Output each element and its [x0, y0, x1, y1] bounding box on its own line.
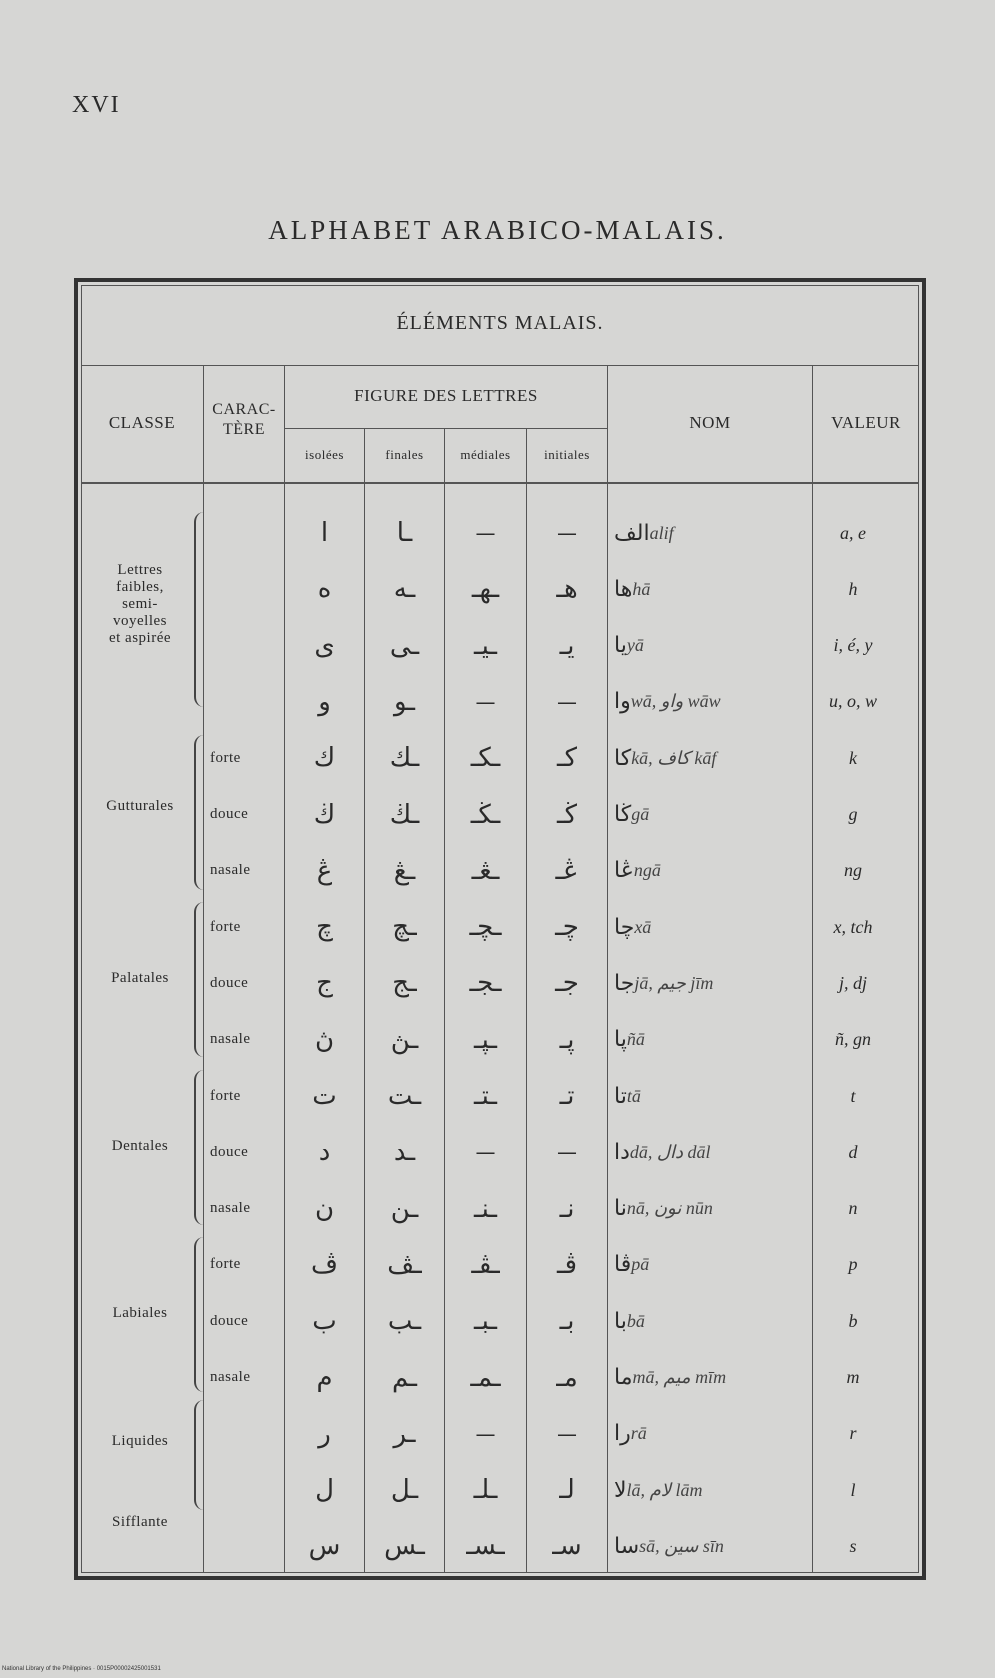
- isolee-cell: ه: [317, 574, 332, 605]
- caractere-cell: [210, 1462, 282, 1518]
- finale-cell: ـر: [393, 1418, 416, 1449]
- nom-transliteration: ñā: [626, 1029, 645, 1050]
- initiale-cell: مـ: [556, 1362, 578, 1393]
- finale-cell: ـل: [390, 1475, 419, 1506]
- header-isolees: isolées: [305, 447, 344, 462]
- finale-cell: ـد: [393, 1137, 416, 1168]
- initiale-cell: ڤـ: [556, 1249, 578, 1280]
- nom-cell: [614, 843, 808, 899]
- nom-cell: [614, 1181, 808, 1237]
- mediale-cell: ـڬـ: [470, 799, 501, 830]
- nom-arabic: نا: [614, 1196, 627, 1222]
- mediale-cell: ـمـ: [470, 1362, 501, 1393]
- valeur-cell: ñ, gn: [835, 1029, 871, 1050]
- isolee-cell: ى: [314, 630, 335, 661]
- nom-cell: [614, 1350, 808, 1406]
- table-row: [0, 1237, 995, 1293]
- valeur-cell: x, tch: [833, 916, 873, 937]
- finale-cell: ـڠ: [393, 855, 416, 886]
- class-label-lettres-faibles: Lettres faibles, semi- voyelles et aspirée: [108, 562, 172, 646]
- nom-arabic: با: [614, 1308, 627, 1334]
- header-valeur: VALEUR: [831, 413, 901, 432]
- initiale-cell: يـ: [559, 630, 575, 661]
- valeur-cell: d: [848, 1141, 858, 1162]
- header-finales: finales: [385, 447, 424, 462]
- nom-cell: [614, 730, 808, 786]
- valeur-cell: m: [846, 1367, 860, 1387]
- valeur-cell: g: [848, 804, 858, 824]
- nom-arabic: يا: [614, 633, 627, 659]
- table-row: [0, 843, 995, 899]
- table-row: [0, 561, 995, 617]
- nom-cell: [614, 618, 808, 674]
- valeur-cell: t: [850, 1085, 856, 1106]
- nom-transliteration: ngā: [633, 860, 661, 881]
- nom-arabic: ڠا: [614, 858, 634, 884]
- class-label-dentales: Dentales: [111, 1138, 169, 1154]
- table-row: [0, 730, 995, 786]
- nom-transliteration: gā: [631, 804, 650, 824]
- nom-arabic: چا: [614, 914, 635, 940]
- finale-cell: ـڬ: [389, 799, 420, 830]
- isolee-cell: ن: [314, 1193, 335, 1224]
- footer-credit: National Library of the Philippines · 0015P00002425001531: [2, 1666, 161, 1672]
- finale-cell: ـب: [387, 1306, 422, 1337]
- nom-transliteration: dā, دال dāl: [629, 1141, 711, 1162]
- nom-arabic: سا: [614, 1533, 640, 1559]
- caractere-cell: douce: [210, 1312, 249, 1329]
- finale-cell: ـم: [392, 1362, 417, 1393]
- valeur-cell: h: [848, 578, 858, 599]
- nom-cell: [614, 899, 808, 955]
- nom-cell: [614, 1518, 808, 1574]
- finale-cell: ـن: [390, 1193, 419, 1224]
- valeur-cell: j, dj: [838, 972, 867, 993]
- caractere-cell: nasale: [210, 1369, 251, 1385]
- isolee-cell: س: [308, 1531, 341, 1562]
- mediale-cell: ـلـ: [473, 1475, 498, 1506]
- caractere-cell: [210, 674, 282, 730]
- class-label-sifflante: Sifflante: [112, 1514, 168, 1530]
- rule: [81, 482, 919, 484]
- page-title: ALPHABET ARABICO-MALAIS.: [268, 215, 727, 245]
- nom-cell: [614, 1012, 808, 1068]
- class-label-gutturales: Gutturales: [106, 798, 174, 814]
- nom-arabic: تا: [614, 1083, 627, 1109]
- nom-cell: [614, 955, 808, 1011]
- caractere-cell: nasale: [210, 1031, 251, 1048]
- isolee-cell: ڠ: [316, 855, 333, 886]
- caractere-cell: douce: [210, 806, 249, 822]
- nom-transliteration: bā: [626, 1310, 645, 1331]
- table-row: [0, 1012, 995, 1068]
- isolee-cell: ڬ: [313, 799, 336, 830]
- nom-transliteration: kā, كاف kāf: [631, 747, 717, 768]
- caractere-cell: nasale: [210, 1200, 251, 1217]
- mediale-cell: ـجـ: [469, 968, 502, 999]
- initiale-cell: سـ: [552, 1531, 582, 1562]
- mediale-cell: ـبـ: [473, 1306, 498, 1337]
- initiale-cell: هـ: [556, 574, 578, 605]
- nom-transliteration: mā, ميم mīm: [632, 1367, 727, 1387]
- initiale-cell: كـ: [557, 743, 577, 774]
- nom-arabic: كا: [614, 745, 632, 771]
- nom-cell: [614, 1124, 808, 1180]
- caractere-cell: [210, 1518, 282, 1574]
- nom-transliteration: wā, واو wāw: [630, 691, 721, 712]
- isolee-cell: ب: [312, 1306, 337, 1337]
- nom-cell: [614, 1406, 808, 1462]
- nom-arabic: الف: [614, 520, 650, 546]
- initiale-cell: بـ: [559, 1306, 575, 1337]
- header-caractere: CARAC- TÈRE: [212, 401, 276, 438]
- table-row: [0, 899, 995, 955]
- nom-transliteration: alif: [649, 522, 674, 543]
- mediale-cell: ـكـ: [470, 743, 501, 774]
- nom-transliteration: xā: [634, 916, 652, 937]
- isolee-cell: ل: [315, 1475, 334, 1506]
- table-row: [0, 787, 995, 843]
- finale-cell: ـج: [392, 968, 417, 999]
- initiale-cell: لـ: [559, 1475, 575, 1506]
- table-subtitle: ÉLÉMENTS MALAIS.: [396, 312, 604, 334]
- finale-cell: ـڤ: [387, 1249, 422, 1280]
- table-row: [0, 1293, 995, 1349]
- mediale-cell: ـڤـ: [471, 1249, 500, 1280]
- valeur-cell: n: [848, 1198, 858, 1219]
- nom-arabic: ڤا: [614, 1252, 632, 1278]
- nom-transliteration: nā, نون nūn: [626, 1198, 713, 1219]
- isolee-cell: م: [316, 1362, 333, 1393]
- initiale-cell: —: [557, 521, 577, 545]
- nom-cell: [614, 1068, 808, 1124]
- finale-cell: ـو: [393, 686, 416, 717]
- table-row: [0, 1350, 995, 1406]
- class-label-labiales: Labiales: [112, 1305, 168, 1321]
- valeur-cell: s: [849, 1535, 857, 1556]
- nom-transliteration: sā, سين sīn: [639, 1535, 724, 1556]
- initiale-cell: —: [557, 1421, 577, 1446]
- nom-arabic: لا: [614, 1477, 627, 1503]
- isolee-cell: و: [318, 686, 331, 717]
- table-row: [0, 955, 995, 1011]
- finale-cell: ـه: [393, 574, 416, 605]
- isolee-cell: ا: [320, 518, 329, 548]
- table-row: [0, 1181, 995, 1237]
- initiale-cell: ڬـ: [557, 799, 577, 830]
- nom-arabic: ها: [614, 576, 633, 602]
- isolee-cell: د: [318, 1137, 331, 1168]
- mediale-cell: —: [475, 521, 496, 545]
- nom-cell: [614, 561, 808, 617]
- mediale-cell: ـڠـ: [471, 855, 500, 886]
- nom-cell: [614, 674, 808, 730]
- nom-cell: [614, 1462, 808, 1518]
- mediale-cell: —: [475, 1140, 496, 1165]
- isolee-cell: ت: [312, 1081, 337, 1111]
- nom-arabic: ڬا: [614, 802, 632, 827]
- valeur-cell: u, o, w: [828, 691, 877, 712]
- caractere-cell: [210, 618, 282, 674]
- nom-transliteration: rā: [630, 1423, 647, 1444]
- class-label-palatales: Palatales: [111, 970, 169, 986]
- mediale-cell: —: [475, 689, 496, 714]
- table-row: [0, 1124, 995, 1180]
- nom-cell: [614, 505, 808, 561]
- valeur-cell: b: [848, 1310, 858, 1331]
- rule: [81, 365, 919, 366]
- finale-cell: ـت: [387, 1081, 422, 1111]
- nom-arabic: ما: [614, 1365, 633, 1390]
- finale-cell: ـك: [389, 743, 420, 774]
- isolee-cell: ج: [316, 968, 333, 999]
- finale-cell: ـچ: [392, 912, 417, 943]
- header-mediales: médiales: [460, 447, 511, 462]
- caractere-cell: [210, 1406, 282, 1462]
- header-initiales: initiales: [544, 447, 590, 462]
- nom-transliteration: tā: [626, 1085, 641, 1106]
- finale-cell: ـى: [389, 630, 420, 661]
- mediale-cell: ـتـ: [473, 1081, 498, 1111]
- header-nom: NOM: [689, 413, 731, 432]
- caractere-cell: forte: [210, 1256, 241, 1273]
- isolee-cell: ر: [318, 1418, 331, 1449]
- nom-arabic: ڽا: [614, 1027, 627, 1053]
- initiale-cell: —: [557, 1140, 577, 1165]
- finale-cell: ـا: [396, 518, 413, 548]
- mediale-cell: ـسـ: [466, 1531, 505, 1562]
- mediale-cell: ـچـ: [469, 912, 502, 943]
- header-figure: FIGURE DES LETTRES: [354, 386, 538, 405]
- caractere-cell: [210, 561, 282, 617]
- initiale-cell: ڽـ: [559, 1024, 575, 1055]
- nom-transliteration: pā: [631, 1254, 650, 1275]
- nom-transliteration: hā: [632, 578, 651, 599]
- nom-arabic: وا: [614, 689, 631, 715]
- valeur-cell: p: [848, 1254, 858, 1275]
- mediale-cell: —: [475, 1421, 496, 1446]
- mediale-cell: ـهـ: [471, 574, 500, 605]
- nom-cell: [614, 787, 808, 843]
- caractere-cell: nasale: [210, 862, 251, 879]
- nom-transliteration: jā, جيم jīm: [634, 972, 714, 993]
- nom-arabic: دا: [614, 1139, 630, 1165]
- table-row: [0, 618, 995, 674]
- valeur-cell: i, é, y: [833, 635, 873, 656]
- caractere-cell: forte: [210, 749, 241, 766]
- nom-transliteration: yā: [626, 635, 644, 656]
- finale-cell: ـس: [384, 1531, 425, 1562]
- table-row: [0, 1406, 995, 1462]
- valeur-cell: k: [849, 747, 857, 768]
- header-classe: CLASSE: [108, 413, 176, 432]
- nom-arabic: را: [614, 1421, 631, 1447]
- isolee-cell: ڽ: [314, 1024, 335, 1055]
- table-row: [0, 1462, 995, 1518]
- isolee-cell: ڤ: [311, 1249, 338, 1280]
- valeur-cell: l: [850, 1479, 856, 1500]
- nom-cell: [614, 1293, 808, 1349]
- mediale-cell: ـيـ: [473, 630, 498, 661]
- valeur-cell: r: [849, 1423, 857, 1444]
- mediale-cell: ـنـ: [473, 1193, 498, 1224]
- nom-cell: [614, 1237, 808, 1293]
- table-row: [0, 674, 995, 730]
- mediale-cell: ـڽـ: [473, 1024, 498, 1055]
- isolee-cell: ك: [313, 743, 336, 774]
- nom-transliteration: lā, لام lām: [626, 1479, 703, 1500]
- caractere-cell: douce: [210, 1143, 249, 1160]
- nom-arabic: جا: [614, 970, 635, 996]
- class-label-liquides: Liquides: [111, 1433, 169, 1449]
- valeur-cell: a, e: [840, 522, 866, 543]
- caractere-cell: douce: [210, 974, 249, 991]
- initiale-cell: نـ: [559, 1193, 575, 1224]
- caractere-cell: forte: [210, 1087, 241, 1104]
- table-row: [0, 1518, 995, 1574]
- finale-cell: ـڽ: [390, 1024, 419, 1055]
- initiale-cell: چـ: [555, 912, 579, 943]
- initiale-cell: جـ: [555, 968, 579, 999]
- initiale-cell: تـ: [559, 1081, 575, 1111]
- initiale-cell: —: [557, 689, 577, 714]
- caractere-cell: forte: [210, 918, 241, 935]
- valeur-cell: ng: [844, 860, 862, 881]
- rule: [285, 428, 607, 429]
- initiale-cell: ڠـ: [555, 855, 579, 886]
- caractere-cell: [210, 505, 282, 561]
- table-row: [0, 505, 995, 561]
- isolee-cell: چ: [316, 912, 333, 943]
- table-row: [0, 1068, 995, 1124]
- page-number: XVI: [72, 92, 121, 118]
